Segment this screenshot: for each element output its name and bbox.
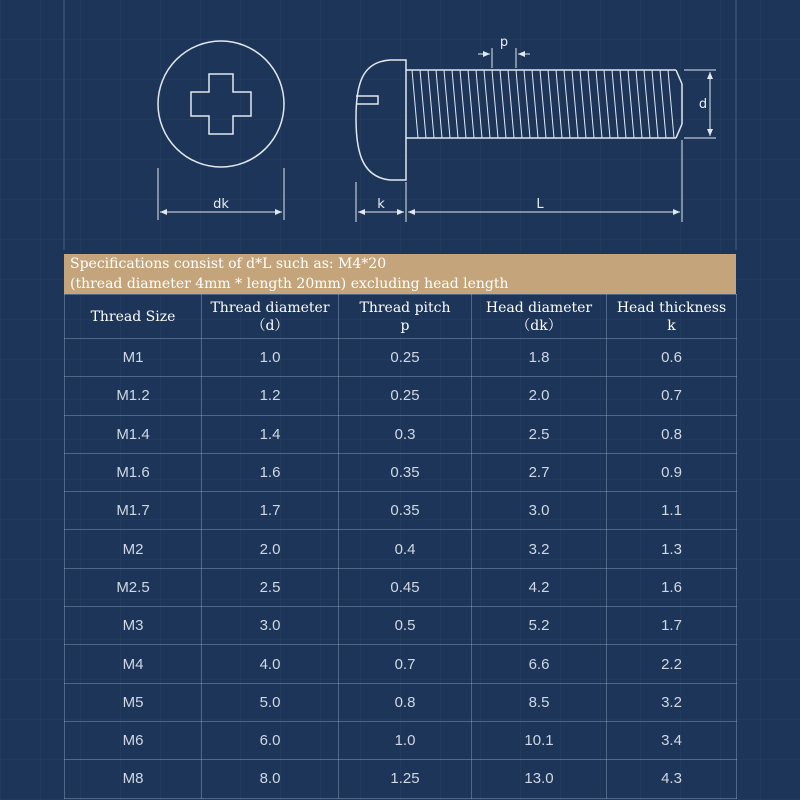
table-cell: M1.7 [65,492,202,530]
table-cell: 2.0 [472,377,607,415]
label-k: k [377,197,385,212]
screw-dimension-diagram [0,0,800,250]
table-cell: 1.6 [202,453,339,491]
table-row [65,339,737,377]
table-cell: 4.0 [202,645,339,683]
table-cell: 0.6 [607,339,737,377]
table-cell: 3.2 [472,530,607,568]
phillips-cross-icon [191,74,251,134]
table-cell: 1.8 [472,339,607,377]
header-thread-diameter: Thread diameter （d） [202,295,339,339]
table-cell: 1.7 [607,607,737,645]
table-cell: 5.2 [472,607,607,645]
screw-side-view [356,48,716,222]
table-row [65,453,737,491]
table-cell: M1.4 [65,415,202,453]
table-cell: 8.5 [472,683,607,721]
label-p: p [499,35,509,50]
table-cell: M1 [65,339,202,377]
table-cell: 3.0 [202,607,339,645]
table-cell: 2.2 [607,645,737,683]
table-cell: 1.3 [607,530,737,568]
table-cell: 0.9 [607,453,737,491]
table-cell: 0.25 [339,377,472,415]
label-d: d [698,97,708,112]
screw-head-top-view [158,41,284,220]
spec-table [64,294,737,799]
table-cell: M6 [65,721,202,759]
table-cell: 0.45 [339,568,472,606]
table-row [65,415,737,453]
table-cell: 1.0 [339,721,472,759]
table-cell: M5 [65,683,202,721]
table-cell: 0.5 [339,607,472,645]
table-row [65,377,737,415]
table-row [65,492,737,530]
table-cell: 1.6 [607,568,737,606]
table-cell: 6.6 [472,645,607,683]
table-cell: 13.0 [472,760,607,798]
table-row [65,607,737,645]
table-cell: 0.7 [607,377,737,415]
table-cell: 3.0 [472,492,607,530]
table-cell: M3 [65,607,202,645]
table-row [65,721,737,759]
table-cell: 2.5 [202,568,339,606]
table-cell: M1.6 [65,453,202,491]
table-cell: 0.35 [339,492,472,530]
spec-note-banner [64,254,736,294]
table-cell: 0.3 [339,415,472,453]
table-cell: 4.3 [607,760,737,798]
table-row [65,530,737,568]
table-cell: 2.5 [472,415,607,453]
table-header-row [65,295,737,339]
table-cell: 1.1 [607,492,737,530]
spec-note-line2: (thread diameter 4mm * length 20mm) excluding head length [70,276,509,292]
table-cell: M2 [65,530,202,568]
table-cell: 0.25 [339,339,472,377]
table-cell: 1.4 [202,415,339,453]
table-cell: 1.2 [202,377,339,415]
table-cell: 0.7 [339,645,472,683]
header-head-diameter: Head diameter （dk） [472,295,607,339]
label-dk: dk [213,197,229,212]
table-cell: 3.2 [607,683,737,721]
table-cell: M2.5 [65,568,202,606]
table-cell: 1.0 [202,339,339,377]
header-thread-size: Thread Size [65,295,202,339]
table-cell: M4 [65,645,202,683]
header-thread-pitch: Thread pitch p [339,295,472,339]
table-cell: 8.0 [202,760,339,798]
table-cell: 6.0 [202,721,339,759]
table-cell: 0.8 [339,683,472,721]
table-cell: 1.25 [339,760,472,798]
table-cell: 4.2 [472,568,607,606]
table-row [65,568,737,606]
table-cell: 5.0 [202,683,339,721]
spec-note-line1: Specifications consist of d*L such as: M4*20 [70,256,387,272]
table-cell: 2.0 [202,530,339,568]
table-cell: 0.35 [339,453,472,491]
table-row [65,760,737,798]
table-row [65,645,737,683]
table-cell: 2.7 [472,453,607,491]
table-cell: 0.8 [607,415,737,453]
label-L: L [536,197,544,212]
table-cell: M8 [65,760,202,798]
table-cell: 3.4 [607,721,737,759]
table-cell: 0.4 [339,530,472,568]
table-row [65,683,737,721]
table-cell: M1.2 [65,377,202,415]
table-cell: 10.1 [472,721,607,759]
table-cell: 1.7 [202,492,339,530]
header-head-thickness: Head thickness k [607,295,737,339]
